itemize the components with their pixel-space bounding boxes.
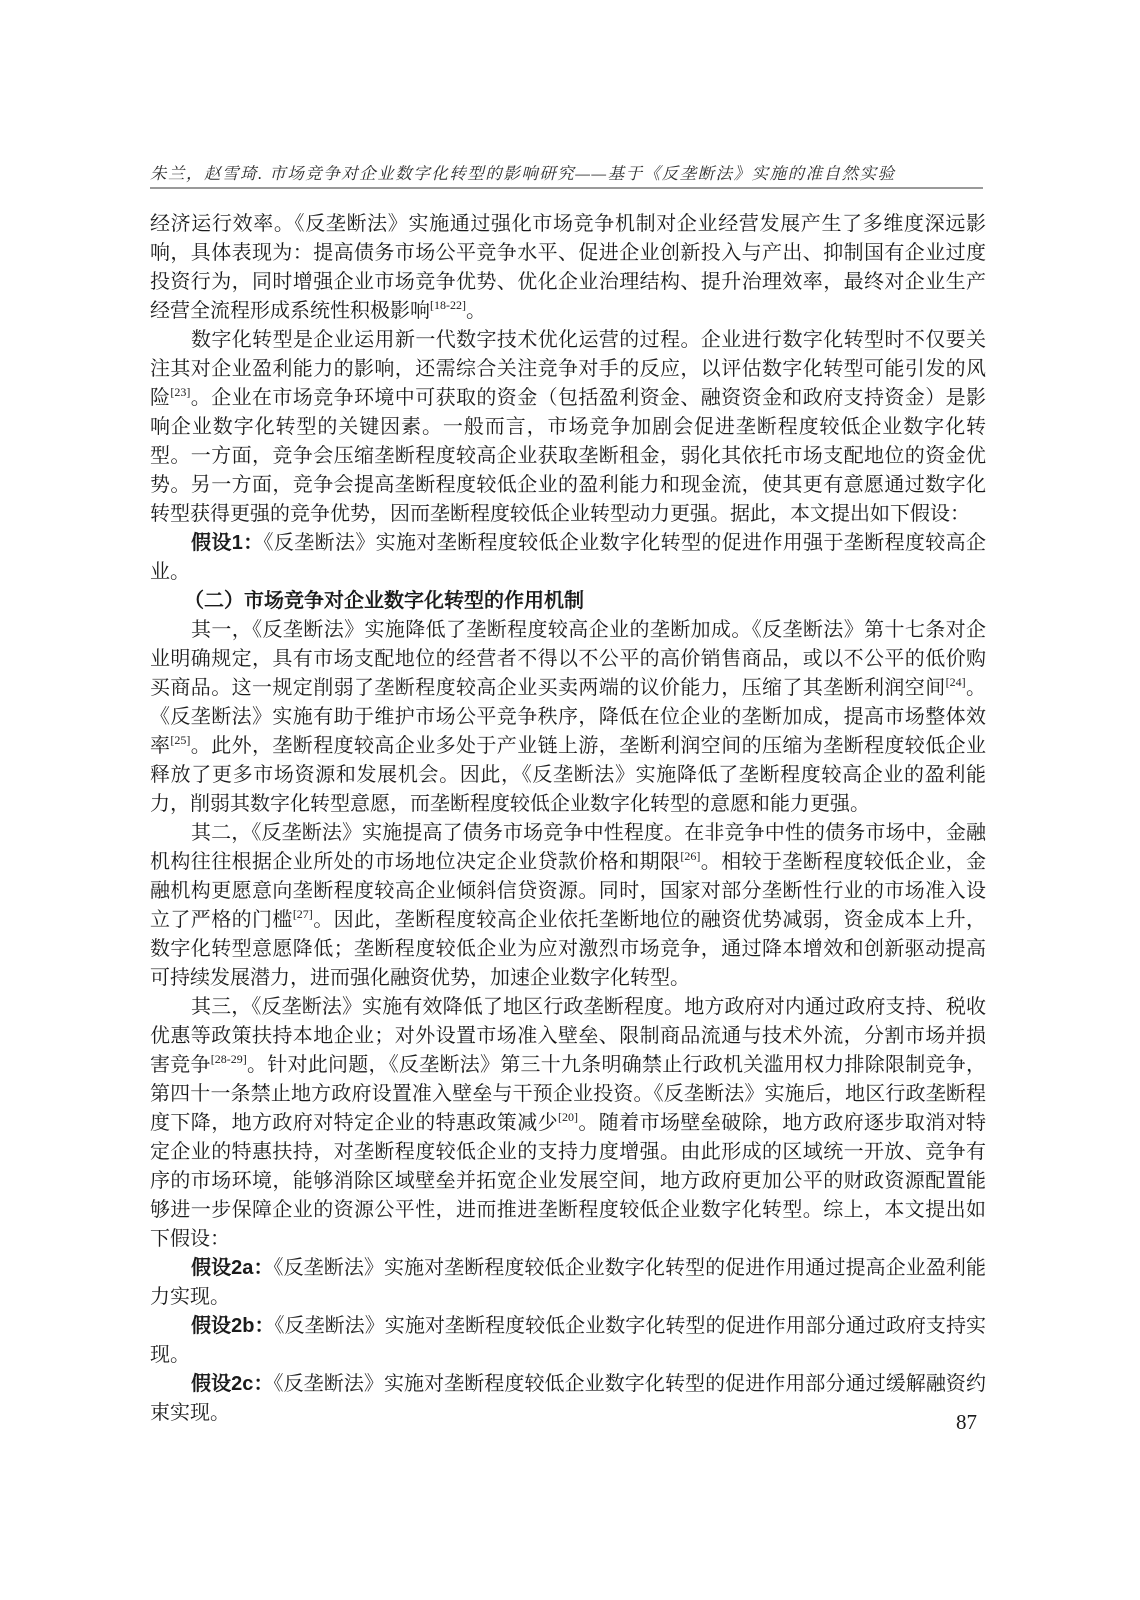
hypothesis-label: 假设2c： <box>191 1373 274 1395</box>
text-run: 其一，《反垄断法》实施降低了垄断程度较高企业的垄断加成。《反垄断法》第十七条对企业明确规定，具有市场支配地位的经营者不得以不公平的高价销售商品，或以不公平的低价购买商品。这一规定削弱了垄断程度较高企业买卖两端的议价能力，压缩了其垄断利润空间 <box>150 619 986 699</box>
hypothesis-paragraph <box>150 1312 986 1370</box>
text-run: 经济运行效率。《反垄断法》实施通过强化市场竞争机制对企业经营发展产生了多维度深远影响，具体表现为：提高债务市场公平竞争水平、促进企业创新投入与产出、抑制国有企业过度投资行为，同时增强企业市场竞争优势、优化企业治理结构、提升治理效率，最终对企业生产经营全流程形成系统性积极影响 <box>150 213 986 322</box>
body-paragraph <box>150 326 986 529</box>
text-run: 。《反垄断法》实施有助于维护市场公平竞争秩序，降低在位企业的垄断加成，提高市场整体效率 <box>150 677 987 757</box>
hypothesis-paragraph <box>150 529 986 587</box>
text-run: 《反垄断法》实施对垄断程度较低企业数字化转型的促进作用通过提高企业盈利能力实现。 <box>150 1257 986 1308</box>
text-run: 。因此，垄断程度较高企业依托垄断地位的融资优势减弱，资金成本上升，数字化转型意愿降低；垄断程度较低企业为应对激烈市场竞争，通过降本增效和创新驱动提高可持续发展潜力，进而强化融资优势，加速企业数字化转型。 <box>150 909 987 989</box>
text-run: 《反垄断法》实施对垄断程度较低企业数字化转型的促进作用强于垄断程度较高企业。 <box>150 532 986 583</box>
body-paragraph <box>150 210 986 326</box>
citation-ref: [18-22] <box>430 298 466 312</box>
text-run: 《反垄断法》实施对垄断程度较低企业数字化转型的促进作用部分通过缓解融资约束实现。 <box>150 1373 986 1424</box>
body-paragraph <box>150 993 986 1254</box>
citation-ref: [24] <box>945 675 966 689</box>
page-number: 87 <box>956 1410 977 1434</box>
article-body <box>150 210 986 1428</box>
text-run: （二）市场竞争对企业数字化转型的作用机制 <box>184 590 584 612</box>
text-run: 。随着市场壁垒破除，地方政府逐步取消对特定企业的特惠扶持，对垄断程度较低企业的支持力度增强。由此形成的区域统一开放、竞争有序的市场环境，能够消除区域壁垒并拓宽企业发展空间，地方政府更加公平的财政资源配置能够进一步保障企业的资源公平性，进而推进垄断程度较低企业数字化转型。综上，本文提出如下假设： <box>150 1112 986 1250</box>
hypothesis-paragraph <box>150 1370 986 1428</box>
citation-ref: [27] <box>292 907 313 921</box>
header-rule <box>150 187 983 189</box>
citation-ref: [23] <box>170 385 191 399</box>
hypothesis-label: 假设2a： <box>191 1257 274 1279</box>
text-run: 。企业在市场竞争环境中可获取的资金（包括盈利资金、融资资金和政府支持资金）是影响企业数字化转型的关键因素。一般而言，市场竞争加剧会促进垄断程度较低企业数字化转型。一方面，竞争会压缩垄断程度较高企业获取垄断租金，弱化其依托市场支配地位的资金优势。另一方面，竞争会提高垄断程度较低企业的盈利能力和现金流，使其更有意愿通过数字化转型获得更强的竞争优势，因而垄断程度较低企业转型动力更强。据此，本文提出如下假设： <box>150 387 987 525</box>
section-heading <box>150 587 986 616</box>
text-run: 。相较于垄断程度较低企业，金融机构更愿意向垄断程度较高企业倾斜信贷资源。同时，国家对部分垄断性行业的市场准入设立了严格的门槛 <box>150 851 987 931</box>
text-run: 《反垄断法》实施对垄断程度较低企业数字化转型的促进作用部分通过政府支持实现。 <box>150 1315 987 1366</box>
hypothesis-label: 假设2b： <box>191 1315 275 1337</box>
body-paragraph <box>150 819 986 993</box>
running-header: 朱兰，赵雪琦. 市场竞争对企业数字化转型的影响研究——基于《反垄断法》实施的准自然实验 <box>150 164 896 183</box>
hypothesis-label: 假设1： <box>191 532 264 554</box>
text-run: 。 <box>466 300 486 322</box>
citation-ref: [28-29] <box>210 1052 247 1066</box>
text-run: 其二，《反垄断法》实施提高了债务市场竞争中性程度。在非竞争中性的债务市场中，金融机构往往根据企业所处的市场地位决定企业贷款价格和期限 <box>150 822 986 873</box>
hypothesis-paragraph <box>150 1254 986 1312</box>
text-run: 。此外，垄断程度较高企业多处于产业链上游，垄断利润空间的压缩为垄断程度较低企业释放了更多市场资源和发展机会。因此，《反垄断法》实施降低了垄断程度较高企业的盈利能力，削弱其数字化转型意愿，而垄断程度较低企业数字化转型的意愿和能力更强。 <box>150 735 987 815</box>
citation-ref: [26] <box>680 849 701 863</box>
text-run: 。针对此问题，《反垄断法》第三十九条明确禁止行政机关滥用权力排除限制竞争，第四十一条禁止地方政府设置准入壁垒与干预企业投资。《反垄断法》实施后，地区行政垄断程度下降，地方政府对特定企业的特惠政策减少 <box>150 1054 986 1134</box>
citation-ref: [20] <box>558 1110 578 1124</box>
text-run: 其三，《反垄断法》实施有效降低了地区行政垄断程度。地方政府对内通过政府支持、税收优惠等政策扶持本地企业；对外设置市场准入壁垒、限制商品流通与技术外流，分割市场并损害竞争 <box>150 996 986 1076</box>
body-paragraph <box>150 616 986 819</box>
citation-ref: [25] <box>170 733 191 747</box>
text-run: 数字化转型是企业运用新一代数字技术优化运营的过程。企业进行数字化转型时不仅要关注其对企业盈利能力的影响，还需综合关注竞争对手的反应，以评估数字化转型可能引发的风险 <box>150 329 986 409</box>
